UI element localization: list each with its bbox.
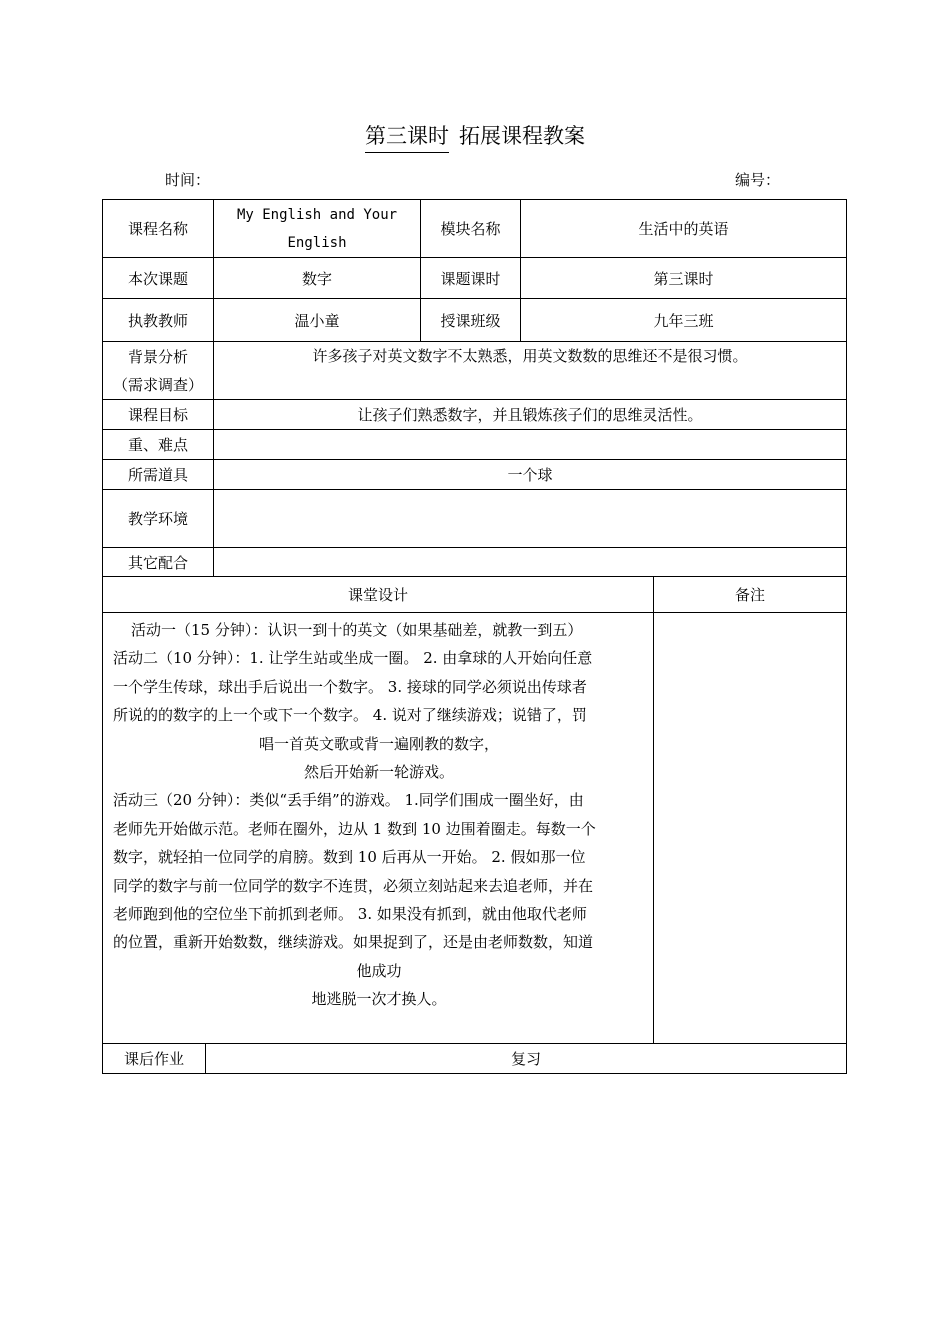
design-line: 活动三（20 分钟）：类似“丢手绢”的游戏。 1.同学们围成一圈坐好，由 <box>113 791 584 810</box>
background-label-line-2: （需求调查） <box>113 375 204 394</box>
row-topic <box>103 258 847 299</box>
lesson-value: 第三课时 <box>521 258 847 299</box>
design-line: 一个学生传球，球出手后说出一个数字。 3. 接球的同学必须说出传球者 <box>113 677 587 696</box>
course-name-value-line-1: My English and Your <box>236 206 398 223</box>
lesson-label: 课题课时 <box>421 258 521 299</box>
topic-value: 数字 <box>214 258 421 299</box>
design-content <box>103 613 654 1044</box>
key-points-value <box>214 430 847 460</box>
title-part-1: 第三课时 <box>365 121 449 153</box>
homework-value: 复习 <box>206 1044 847 1074</box>
teacher-label: 执教教师 <box>103 299 214 342</box>
row-homework <box>103 1044 847 1074</box>
design-line: 数字，就轻拍一位同学的肩膀。数到 10 后再从一开始。 2. 假如那一位 <box>113 848 586 867</box>
other-label: 其它配合 <box>103 548 214 577</box>
course-name-label: 课程名称 <box>103 200 214 258</box>
course-name-value-line-2: English <box>287 234 347 251</box>
row-course-name <box>103 200 847 258</box>
design-line: 地逃脱一次才换人。 <box>311 990 447 1009</box>
row-goal <box>103 400 847 430</box>
row-key-points <box>103 430 847 460</box>
number-label: 编号： <box>735 171 781 189</box>
other-value <box>214 548 847 577</box>
homework-label: 课后作业 <box>103 1044 206 1074</box>
module-name-label: 模块名称 <box>421 200 521 258</box>
teacher-value: 温小童 <box>214 299 421 342</box>
design-line: 然后开始新一轮游戏。 <box>304 763 455 782</box>
goal-value: 让孩子们熟悉数字，并且锻炼孩子们的思维灵活性。 <box>214 400 847 430</box>
row-design-header <box>103 577 847 613</box>
design-header: 课堂设计 <box>103 577 654 613</box>
row-teacher <box>103 299 847 342</box>
row-design-content <box>103 613 847 1044</box>
page-title <box>0 121 950 153</box>
topic-label: 本次课题 <box>103 258 214 299</box>
props-label: 所需道具 <box>103 460 214 490</box>
design-line: 老师先开始做示范。老师在圈外，边从 1 数到 10 边围着圈走。每数一个 <box>113 819 596 838</box>
notes-content <box>654 613 847 1044</box>
course-name-value <box>214 200 421 258</box>
title-part-2: 拓展课程教案 <box>459 124 585 148</box>
design-line: 的位置，重新开始数数，继续游戏。如果捉到了，还是由老师数数，知道 <box>113 933 594 952</box>
lesson-plan-table <box>102 199 847 1074</box>
class-label: 授课班级 <box>421 299 521 342</box>
design-line: 同学的数字与前一位同学的数字不连贯，必须立刻站起来去追老师，并在 <box>113 876 594 895</box>
notes-header: 备注 <box>654 577 847 613</box>
row-background <box>103 342 847 400</box>
environment-value <box>214 490 847 548</box>
background-value: 许多孩子对英文数字不太熟悉，用英文数数的思维还不是很习惯。 <box>214 342 847 400</box>
background-label <box>103 342 214 400</box>
design-line: 唱一首英文歌或背一遍刚教的数字， <box>259 734 500 753</box>
design-line: 所说的的数字的上一个或下一个数字。 4. 说对了继续游戏；说错了，罚 <box>113 706 587 725</box>
design-line: 活动一（15 分钟）：认识一到十的英文（如果基础差，就教一到五） <box>131 621 583 639</box>
class-value: 九年三班 <box>521 299 847 342</box>
key-points-label: 重、难点 <box>103 430 214 460</box>
module-name-value: 生活中的英语 <box>521 200 847 258</box>
design-line: 他成功 <box>356 961 402 980</box>
environment-label: 教学环境 <box>103 490 214 548</box>
row-other <box>103 548 847 577</box>
row-props <box>103 460 847 490</box>
props-value: 一个球 <box>214 460 847 490</box>
goal-label: 课程目标 <box>103 400 214 430</box>
time-label: 时间： <box>165 171 211 189</box>
design-line: 老师跑到他的空位坐下前抓到老师。 3. 如果没有抓到，就由他取代老师 <box>113 905 587 924</box>
background-label-line-1: 背景分析 <box>128 347 189 366</box>
row-environment <box>103 490 847 548</box>
design-line: 活动二（10 分钟）：1. 让学生站或坐成一圈。 2. 由拿球的人开始向任意 <box>113 649 593 668</box>
